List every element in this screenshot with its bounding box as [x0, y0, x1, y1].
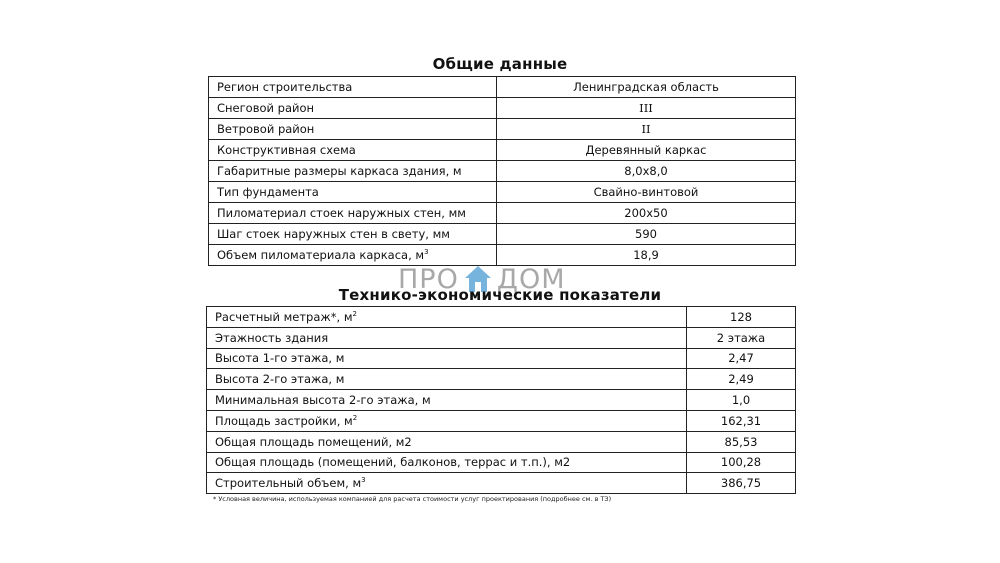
row-value: 18,9 — [497, 245, 796, 266]
row-label: Высота 2-го этажа, м — [207, 369, 687, 390]
row-value: 162,31 — [687, 410, 796, 431]
row-value: 200х50 — [497, 203, 796, 224]
indicators-table — [206, 306, 796, 494]
row-label: Этажность здания — [207, 327, 687, 348]
row-value: Свайно-винтовой — [497, 182, 796, 203]
table-row — [207, 307, 796, 328]
row-value: III — [497, 98, 796, 119]
row-label: Ветровой район — [209, 119, 497, 140]
row-label: Минимальная высота 2-го этажа, м — [207, 390, 687, 411]
row-label-text: Расчетный метраж*, м — [215, 309, 353, 324]
row-label — [207, 307, 687, 328]
table-row — [207, 473, 796, 494]
table-row — [209, 182, 796, 203]
watermark-right-text: ДОМ — [496, 263, 566, 295]
row-label-text: Объем пиломатериала каркаса, м — [217, 248, 425, 262]
table-row — [207, 327, 796, 348]
superscript: 2 — [352, 413, 358, 422]
row-label: Пиломатериал стоек наружных стен, мм — [209, 203, 497, 224]
table-row — [207, 390, 796, 411]
row-value: 386,75 — [687, 473, 796, 494]
row-value: 590 — [497, 224, 796, 245]
watermark-left-text: ПРО — [398, 263, 459, 295]
table-row — [209, 161, 796, 182]
table-row — [207, 348, 796, 369]
row-value: 8,0х8,0 — [497, 161, 796, 182]
row-label: Шаг стоек наружных стен в свету, мм — [209, 224, 497, 245]
table-row — [207, 369, 796, 390]
footnote: * Условная величина, используемая компанией для расчета стоимости услуг проектирования (подробнее см. в ТЗ) — [213, 495, 612, 503]
row-value: 2,47 — [687, 348, 796, 369]
general-data-title: Общие данные — [432, 55, 568, 73]
row-label: Снеговой район — [209, 98, 497, 119]
row-label: Габаритные размеры каркаса здания, м — [209, 161, 497, 182]
row-value: 85,53 — [687, 431, 796, 452]
row-label — [207, 410, 687, 431]
row-label: Общая площадь (помещений, балконов, террас и т.п.), м2 — [207, 452, 687, 473]
table-row — [209, 140, 796, 161]
row-label-text: Строительный объем, м — [215, 476, 362, 491]
indicators-title: Технико-экономические показатели — [338, 286, 662, 304]
row-label: Высота 1-го этажа, м — [207, 348, 687, 369]
row-value: Деревянный каркас — [497, 140, 796, 161]
table-row — [209, 98, 796, 119]
table-row — [207, 452, 796, 473]
general-data-table — [208, 76, 796, 266]
table-row — [209, 224, 796, 245]
row-label: Регион строительства — [209, 77, 497, 98]
table-row — [209, 77, 796, 98]
table-row — [209, 119, 796, 140]
row-label: Общая площадь помещений, м2 — [207, 431, 687, 452]
row-label-text: Площадь застройки, м — [215, 413, 353, 428]
row-value: 1,0 — [687, 390, 796, 411]
row-label — [207, 473, 687, 494]
table-row — [209, 203, 796, 224]
row-label: Тип фундамента — [209, 182, 497, 203]
table-row — [207, 431, 796, 452]
table-row — [207, 410, 796, 431]
superscript: 3 — [424, 248, 429, 256]
superscript: 2 — [352, 309, 357, 318]
row-value: 100,28 — [687, 452, 796, 473]
row-value: 2 этажа — [687, 327, 796, 348]
row-value: 128 — [687, 307, 796, 328]
row-value: 2,49 — [687, 369, 796, 390]
row-value: Ленинградская область — [497, 77, 796, 98]
row-label: Конструктивная схема — [209, 140, 497, 161]
superscript: 3 — [361, 476, 366, 485]
row-value: II — [497, 119, 796, 140]
